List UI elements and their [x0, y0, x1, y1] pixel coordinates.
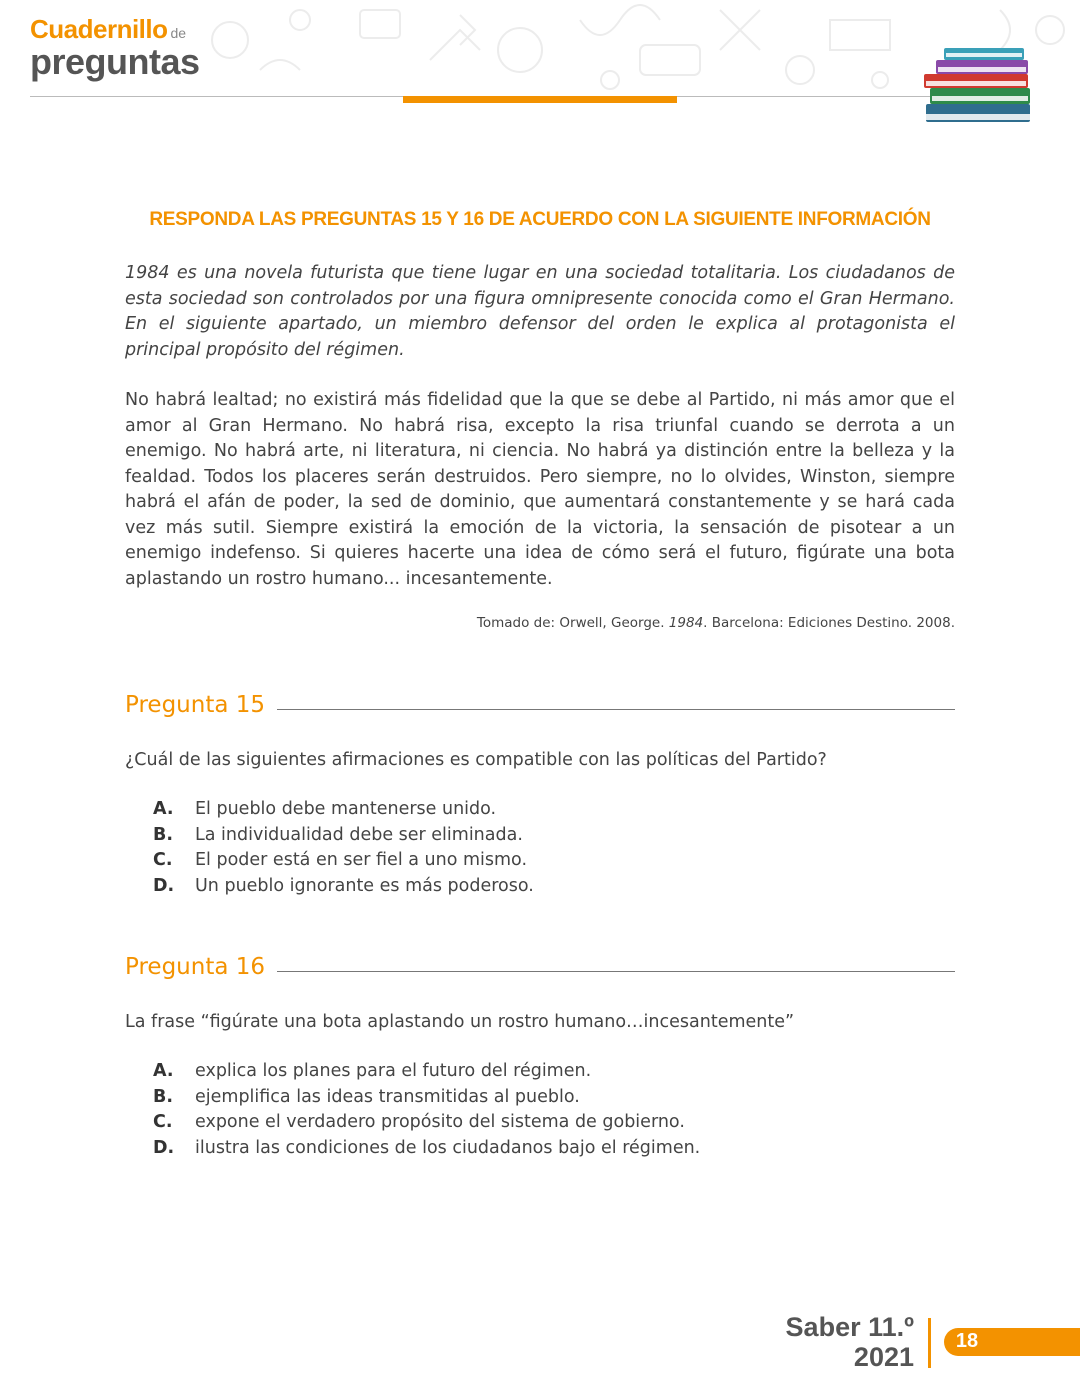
option-letter: C.: [153, 1112, 173, 1132]
option-letter: C.: [153, 850, 173, 870]
option-letter: B.: [153, 824, 173, 845]
answer-option[interactable]: [153, 1138, 953, 1164]
question-16-heading: [125, 954, 955, 984]
reading-passage: No habrá lealtad; no existirá más fidelidad que la que se debe al Partido, ni más amor que el amor al Gran Hermano. No habrá risa, excepto la risa triunfal cuando se derrota a un enemigo. No habrá arte, ni literatura, ni ciencia. No habrá ya distinción entre la belleza y la fealdad. Todos los placeres serán destruidos. Pero siempre, no lo olvides, Winston, siempre habrá el afán de poder, la sed de dominio, que aumentará constantemente y se hará cada vez más sutil. Siempre existirá la emoción de la victoria, la sensación de pisotear a un enemigo indefenso. Si quieres hacerte una idea de cómo será el futuro, figúrate una bota aplastando un rostro humano... incesantemente.: [125, 390, 955, 589]
question-16-options: [153, 1061, 953, 1163]
answer-option[interactable]: [153, 850, 953, 876]
source-citation: [125, 615, 955, 631]
section-instruction: RESPONDA LAS PREGUNTAS 15 Y 16 DE ACUERDO CON LA SIGUIENTE INFORMACIÓN: [149, 209, 931, 230]
option-letter: D.: [153, 1137, 175, 1158]
option-text: expone el verdadero propósito del sistema de gobierno.: [195, 1112, 685, 1132]
page-number-badge: [944, 1328, 1080, 1356]
footer-exam-year: 2021: [853, 1341, 914, 1372]
answer-option[interactable]: [153, 1087, 953, 1113]
answer-option[interactable]: [153, 799, 953, 825]
brand-logo: [30, 16, 200, 80]
option-text: ilustra las condiciones de los ciudadanos bajo el régimen.: [195, 1137, 701, 1158]
brand-title-bottom: preguntas: [30, 41, 200, 82]
question-16-stem: La frase “figúrate una bota aplastando un rostro humano…incesantemente”: [125, 1012, 795, 1032]
source-title: 1984: [668, 615, 704, 631]
option-text: La individualidad debe ser eliminada.: [195, 824, 523, 845]
question-15-heading: [125, 692, 955, 722]
source-suffix: . Barcelona: Ediciones Destino. 2008.: [703, 615, 955, 631]
source-prefix: Tomado de: Orwell, George.: [476, 615, 669, 631]
footer-exam-name: Saber 11.º: [785, 1312, 914, 1342]
question-title: Pregunta 16: [125, 954, 266, 980]
brand-title-top: Cuadernillo: [30, 14, 168, 44]
answer-option[interactable]: [153, 1061, 953, 1087]
footer-exam-label: [786, 1313, 914, 1372]
answer-option[interactable]: [153, 1112, 953, 1138]
books-stack-icon: [920, 40, 1040, 130]
page-number: 18: [955, 1330, 979, 1352]
option-text: El pueblo debe mantenerse unido.: [195, 799, 497, 819]
question-divider: [277, 971, 955, 972]
option-letter: A.: [153, 1061, 174, 1081]
answer-option[interactable]: [153, 825, 953, 851]
option-text: explica los planes para el futuro del régimen.: [195, 1061, 592, 1081]
option-letter: B.: [153, 1086, 173, 1107]
option-text: Un pueblo ignorante es más poderoso.: [195, 875, 534, 896]
footer-divider: [928, 1318, 931, 1368]
answer-option[interactable]: [153, 876, 953, 902]
option-letter: A.: [153, 799, 174, 819]
question-15-stem: ¿Cuál de las siguientes afirmaciones es compatible con las políticas del Partido?: [125, 750, 827, 770]
question-title: Pregunta 15: [125, 692, 266, 718]
option-text: ejemplifica las ideas transmitidas al pueblo.: [195, 1086, 580, 1107]
question-divider: [277, 709, 955, 710]
brand-title-de: de: [170, 25, 187, 41]
question-15-options: [153, 799, 953, 901]
option-letter: D.: [153, 875, 175, 896]
option-text: El poder está en ser fiel a uno mismo.: [195, 850, 528, 870]
header-accent-bar: [403, 96, 677, 103]
context-intro: 1984 es una novela futurista que tiene lugar en una sociedad totalitaria. Los ciudadanos de esta sociedad son controlados por una figura omnipresente conocida como el Gran Hermano. En el siguiente apartado, un miembro defensor del orden le explica al protagonista el principal propósito del régimen.: [125, 263, 955, 360]
